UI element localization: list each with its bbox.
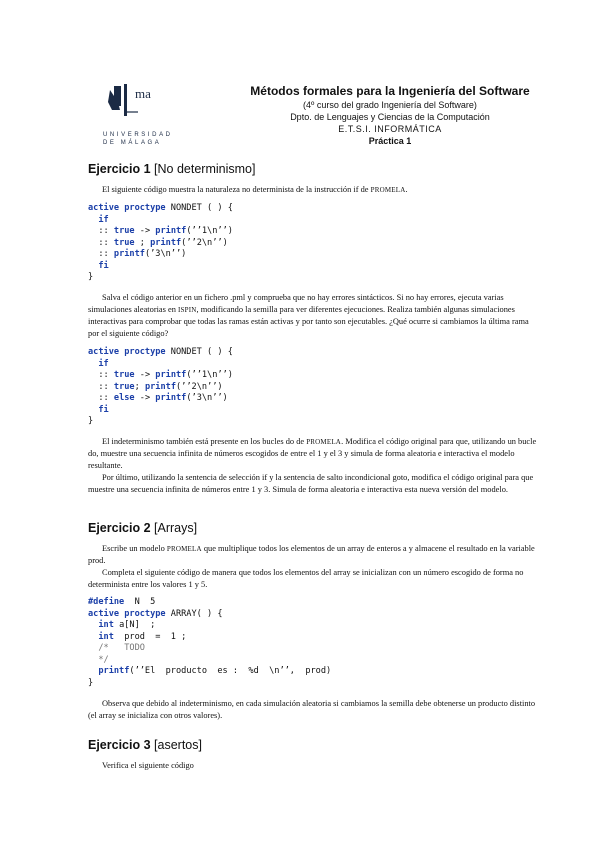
exercise-1-intro: El siguiente código muestra la naturaleza no determinista de la instrucción if de PROMELA. <box>102 185 408 194</box>
exercise-3-tag: [asertos] <box>154 738 202 752</box>
exercise-1-heading <box>88 162 255 176</box>
exercise-2-tag: [Arrays] <box>154 521 198 535</box>
university-name: UNIVERSIDAD DE MÁLAGA <box>103 132 173 146</box>
exercise-2-paragraph-3: Observa que debido al indeterminismo, en cada simulación aleatoria si cambiamos la semilla debe obtenerse un producto distinto (el array se inicializa con otros valores). <box>88 699 536 720</box>
exercise-1-paragraph-2: Salva el código anterior en un fichero .pml y comprueba que no hay errores sintácticos. Si no hay errores, ejecuta varias simulaciones aleatorias en ISPIN, modificando la semilla para ver diferentes ejecuciones. Realiza también algunas simulaciones interactivas para comprobar que todas las ramas están activas y por tanto son ejecutables. ¿Qué ocurre si cambiamos la última rama por el siguiente código? <box>88 293 529 338</box>
exercise-2-paragraph-2: Completa el siguiente código de manera que todos los elementos del array se inicializan con un número escogido de forma no determinista entre los valores 1 y 5. <box>88 568 524 589</box>
exercise-3-title: Ejercicio 3 <box>88 738 151 752</box>
exercise-1-title: Ejercicio 1 <box>88 162 151 176</box>
code-block-1: active proctype NONDET ( ) { if :: true -> printf(’’1\n’’) :: true ; printf(’’2\n’’) :: printf(’3\n’’) fi } <box>88 203 233 282</box>
department: Dpto. de Lenguajes y Ciencias de la Computación <box>290 112 490 122</box>
exercise-1-paragraph-4: Por último, utilizando la sentencia de selección if y la sentencia de salto incondicional goto, modifica el código original para que muestre una secuencia infinita de números entre 1 y 3. Simula de forma aleatoria e interactiva esta nueva versión del modelo. <box>88 473 534 494</box>
code-block-3: #define N 5 active proctype ARRAY( ) { int a[N] ; int prod = 1 ; /* TODO */ printf(’’El producto es : %d \n’’, prod) } <box>88 597 332 688</box>
course-subtitle: (4º curso del grado Ingeniería del Software) <box>303 100 477 110</box>
exercise-2-paragraph-1: Escribe un modelo PROMELA que multiplique todos los elementos de un array de enteros a y almacene el resultado en la variable prod. <box>88 544 535 565</box>
exercise-2-heading <box>88 521 197 535</box>
school: E.T.S.I. INFORMÁTICA <box>338 124 442 134</box>
exercise-3-paragraph-1: Verifica el siguiente código <box>102 761 194 770</box>
code-block-2: active proctype NONDET ( ) { if :: true -> printf(’’1\n’’) :: true; printf(’’2\n’’) :: else -> printf(’3\n’’) fi } <box>88 347 233 426</box>
practice-label: Práctica 1 <box>368 136 412 146</box>
exercise-2-title: Ejercicio 2 <box>88 521 151 535</box>
course-title: Métodos formales para la Ingeniería del Software <box>250 84 530 98</box>
exercise-1-tag: [No determinismo] <box>154 162 256 176</box>
exercise-3-heading <box>88 738 202 752</box>
logo-wordmark: ma <box>135 86 151 101</box>
exercise-1-paragraph-3: El indeterminismo también está presente en los bucles do de PROMELA. Modifica el código original para que, utilizando un bucle do, muestre una secuencia infinita de números escogidos de entre el 1 y el 3 y simula de forma aleatoria e interactiva el modelo resultante. <box>88 437 537 470</box>
